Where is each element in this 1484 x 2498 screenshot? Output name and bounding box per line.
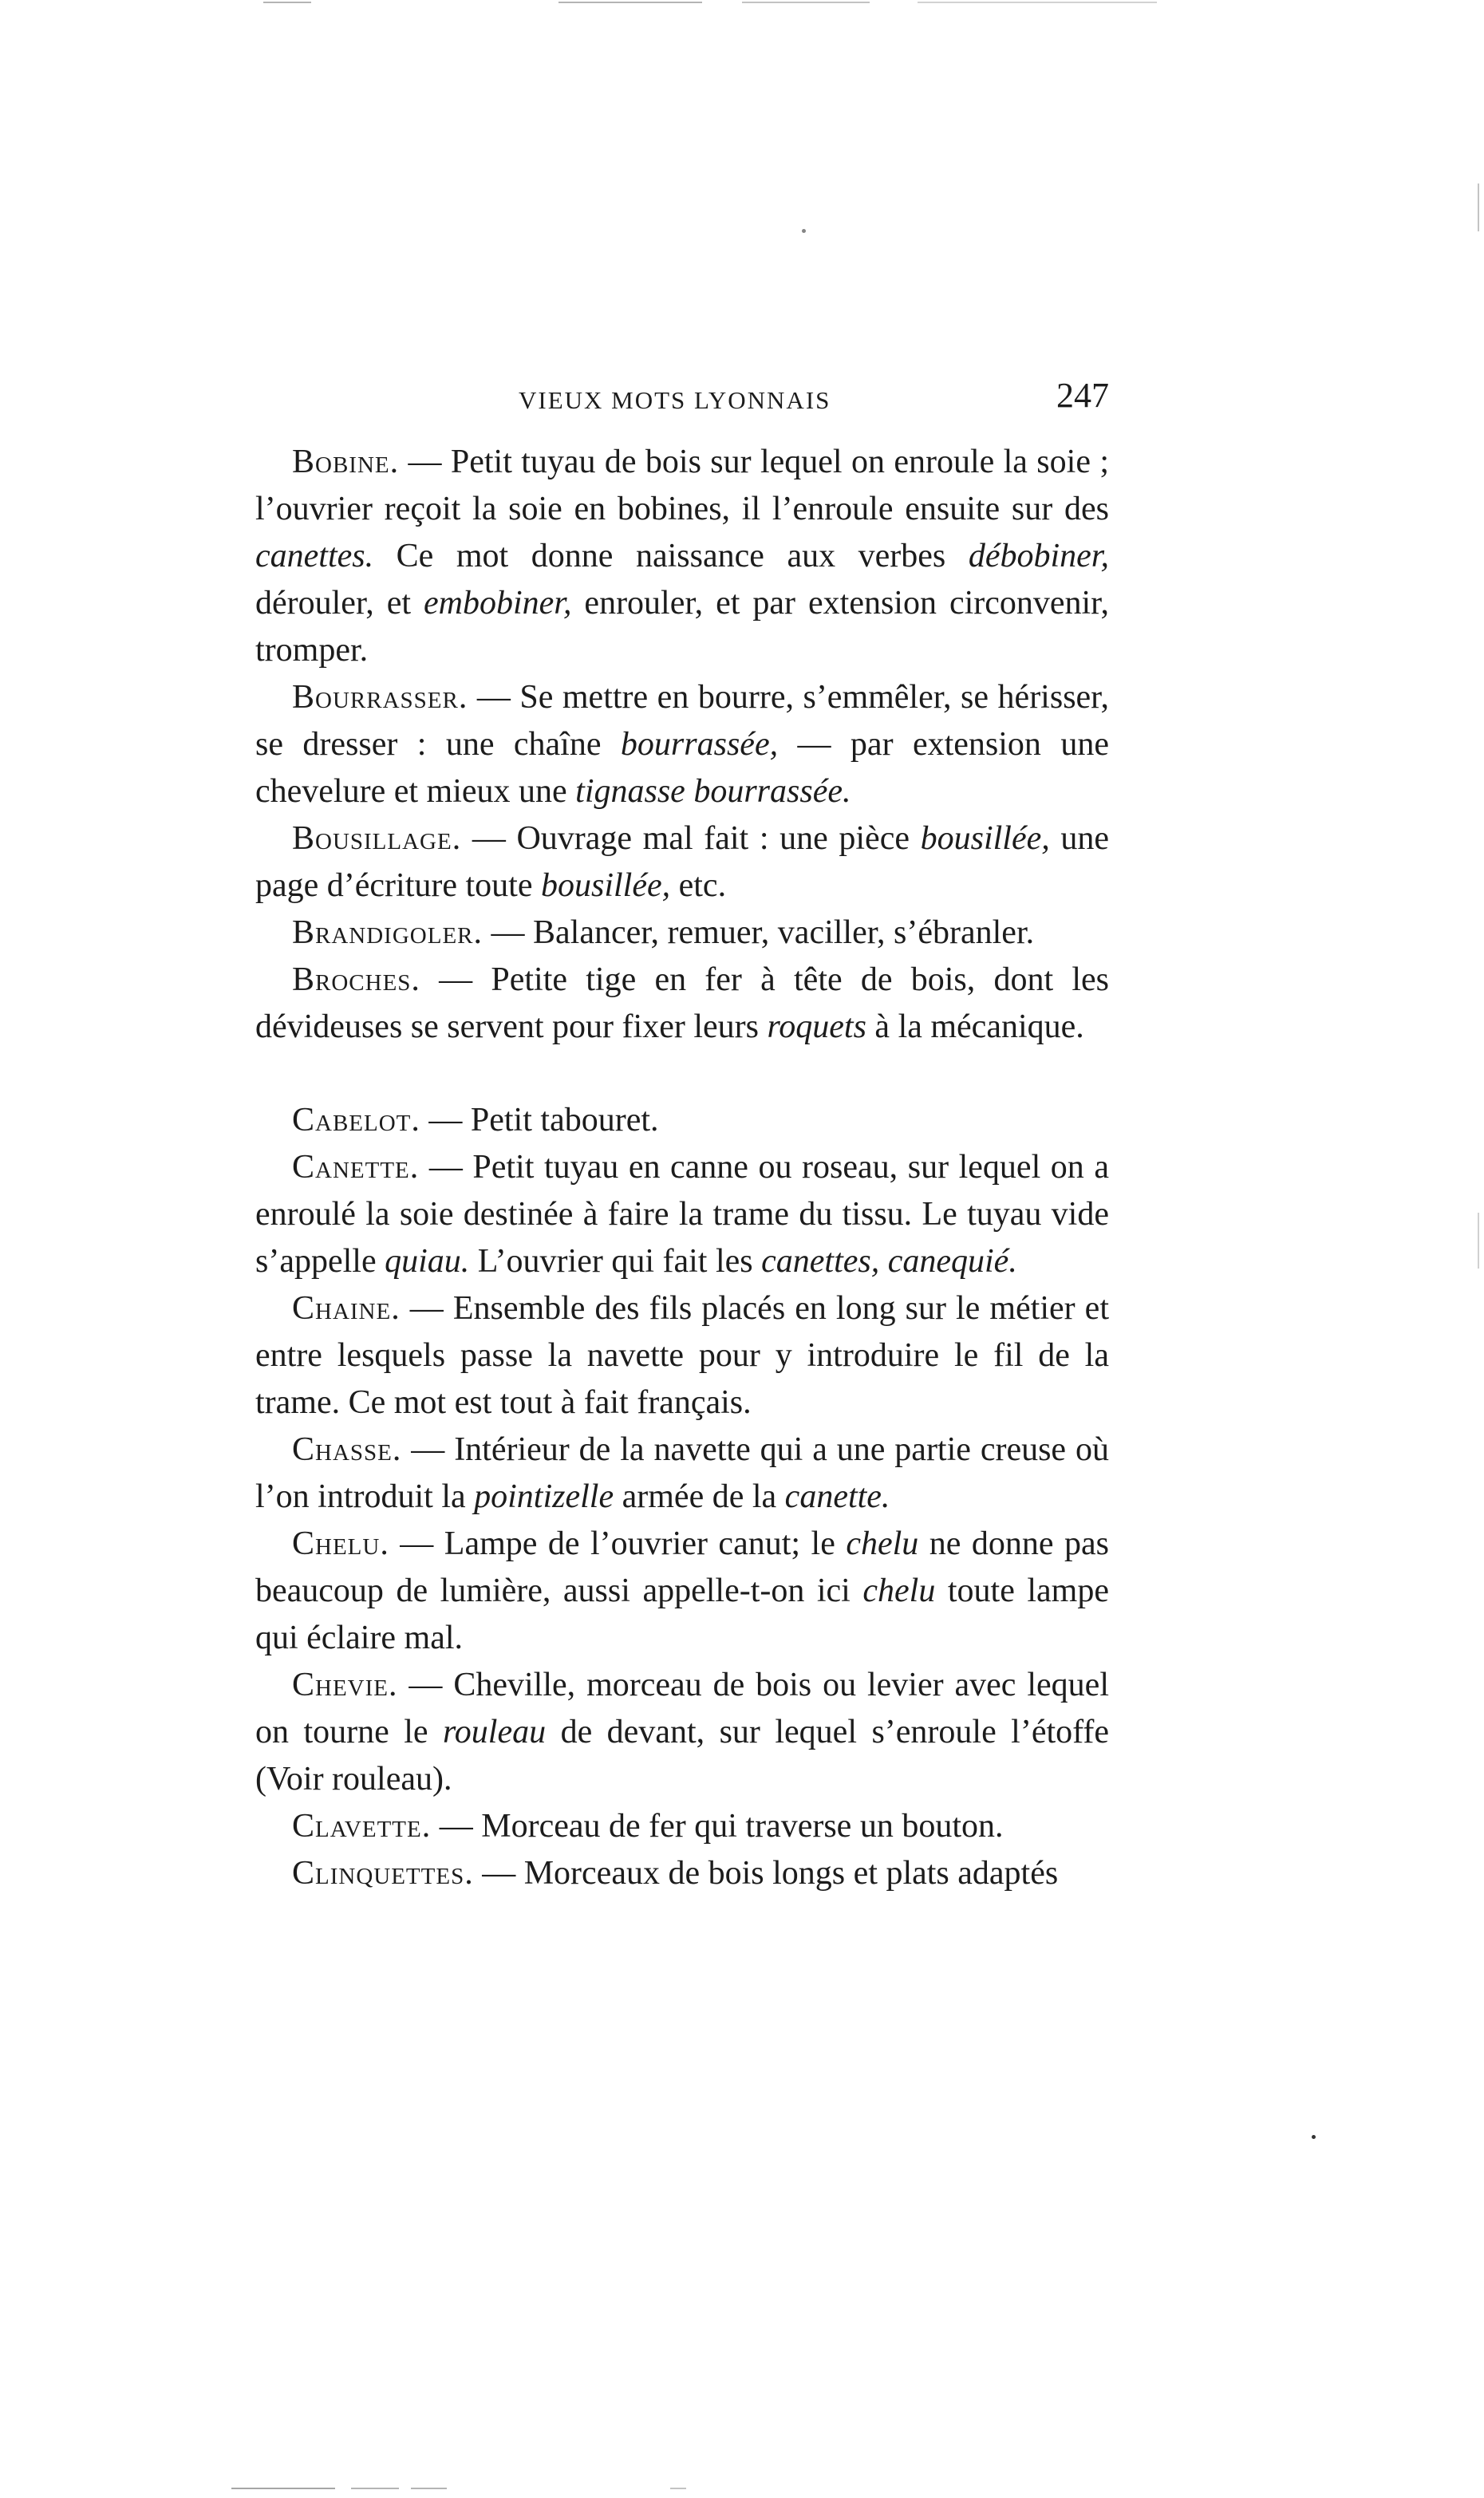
italic-term: chelu xyxy=(862,1573,936,1609)
glossary-entry xyxy=(255,1850,1109,1897)
italic-term: quiau. xyxy=(385,1243,470,1280)
glossary-entry xyxy=(255,1521,1109,1662)
definition-text: toute lampe qui éclaire mal. xyxy=(255,1573,1109,1656)
definition-text: — Petit tuyau de bois sur lequel on enroule la soie ; l’ouvrier reçoit la soie en bobines, il l’enroule ensuite sur des xyxy=(255,444,1109,527)
italic-term: débobiner, xyxy=(968,538,1109,574)
scan-edge-line-top-4 xyxy=(918,2,1157,3)
definition-text: dérouler, et xyxy=(255,585,424,622)
italic-term: pointizelle xyxy=(474,1478,614,1515)
scan-edge-line-bottom-3 xyxy=(411,2488,447,2489)
italic-term: canettes. xyxy=(255,538,374,574)
glossary-entry xyxy=(255,957,1109,1051)
italic-term: rouleau xyxy=(443,1714,547,1750)
italic-term: bourrassée, xyxy=(620,726,779,763)
entry-headword: Chasse. xyxy=(292,1431,402,1468)
entry-headword: Bousillage. xyxy=(292,820,462,857)
scan-edge-line-bottom-1 xyxy=(231,2488,335,2489)
definition-text: ne donne pas beaucoup de lumière, aussi appelle-t-on ici xyxy=(255,1525,1109,1609)
definition-text: — Cheville, morceau de bois ou levier avec lequel on tourne le xyxy=(255,1667,1109,1750)
italic-term: bousillée, xyxy=(920,820,1050,857)
definition-text: — Lampe de l’ouvrier canut; le xyxy=(389,1525,847,1562)
definition-text: — Morceau de fer qui traverse un bouton. xyxy=(431,1808,1004,1845)
glossary-entry xyxy=(255,1285,1109,1427)
scan-edge-mark-right-2 xyxy=(1478,1213,1479,1269)
scan-edge-line-top-1 xyxy=(263,2,311,3)
glossary-entry xyxy=(255,815,1109,910)
entry-headword: Canette. xyxy=(292,1149,420,1186)
definition-text: Ce mot donne naissance aux verbes xyxy=(373,538,969,574)
glossary-entry xyxy=(255,1427,1109,1521)
definition-text: armée de la xyxy=(614,1478,785,1515)
glossary-entry xyxy=(255,910,1109,957)
italic-term: canettes, canequié. xyxy=(761,1243,1017,1280)
scan-edge-line-top-3 xyxy=(742,2,870,3)
definition-text: de devant, sur lequel s’enroule l’étoffe (Voir rouleau). xyxy=(255,1714,1110,1798)
italic-term: roquets xyxy=(767,1008,866,1045)
italic-term: tignasse bourrassée. xyxy=(575,773,851,810)
speck xyxy=(1312,2135,1316,2139)
definition-text: — Petit tabouret. xyxy=(420,1102,659,1139)
entry-headword: Clavette. xyxy=(292,1808,432,1845)
definition-text: — Se mettre en bourre, s’emmêler, se hérisser, se dresser : une chaîne xyxy=(255,679,1109,763)
italic-term: bousillée, xyxy=(540,867,671,904)
section-break xyxy=(255,1051,1109,1097)
scan-edge-line-bottom-4 xyxy=(670,2488,686,2489)
entry-headword: Chevie. xyxy=(292,1667,398,1703)
entry-headword: Cabelot. xyxy=(292,1102,420,1139)
entry-headword: Chaine. xyxy=(292,1290,401,1327)
entry-headword: Chelu. xyxy=(292,1525,389,1562)
definition-text: etc. xyxy=(670,867,727,904)
glossary-entry xyxy=(255,1803,1109,1850)
definition-text: — Balancer, remuer, vaciller, s’ébranler. xyxy=(483,914,1035,951)
italic-term: chelu xyxy=(846,1525,919,1562)
entry-headword: Broches. xyxy=(292,961,420,998)
definition-text: à la mécanique. xyxy=(866,1008,1084,1045)
definition-text: enrouler, et par extension circonvenir, tromper. xyxy=(255,585,1109,669)
definition-text: — Petit tuyau en canne ou roseau, sur lequel on a enroulé la soie destinée à faire la trame du tissu. Le tuyau vide s’appelle xyxy=(255,1149,1109,1280)
definition-text: — Intérieur de la navette qui a une partie creuse où l’on introduit la xyxy=(255,1431,1109,1515)
glossary-entry xyxy=(255,674,1109,815)
definition-text: — par extension une chevelure et mieux une xyxy=(255,726,1109,810)
running-head xyxy=(255,375,1109,423)
glossary-entry xyxy=(255,439,1109,674)
definition-text: — Petite tige en fer à tête de bois, dont les dévideuses se servent pour fixer leurs xyxy=(255,961,1109,1045)
entry-headword: Bobine. xyxy=(292,444,400,480)
glossary-text xyxy=(255,439,1109,1897)
scan-edge-line-bottom-2 xyxy=(351,2488,399,2489)
scan-edge-mark-right-1 xyxy=(1478,184,1479,231)
speck xyxy=(802,229,806,233)
glossary-entry xyxy=(255,1662,1109,1803)
running-title: VIEUX MOTS LYONNAIS xyxy=(519,386,831,414)
italic-term: embobiner, xyxy=(423,585,572,622)
definition-text: — Morceaux de bois longs et plats adaptés xyxy=(473,1855,1059,1892)
entry-headword: Brandigoler. xyxy=(292,914,483,951)
entry-headword: Clinquettes. xyxy=(292,1855,474,1892)
page-number: 247 xyxy=(1056,376,1109,415)
glossary-entry xyxy=(255,1097,1109,1144)
definition-text: — Ensemble des fils placés en long sur le métier et entre lesquels passe la navette pour y introduire le fil de la trame. Ce mot est tout à fait français. xyxy=(255,1290,1109,1421)
definition-text: une page d’écriture toute xyxy=(255,820,1109,904)
glossary-entry xyxy=(255,1144,1109,1285)
entry-headword: Bourrasser. xyxy=(292,679,468,716)
italic-term: canette. xyxy=(784,1478,890,1515)
scan-edge-line-top-2 xyxy=(558,2,702,3)
definition-text: L’ouvrier qui fait les xyxy=(469,1243,762,1280)
definition-text: — Ouvrage mal fait : une pièce xyxy=(461,820,921,857)
